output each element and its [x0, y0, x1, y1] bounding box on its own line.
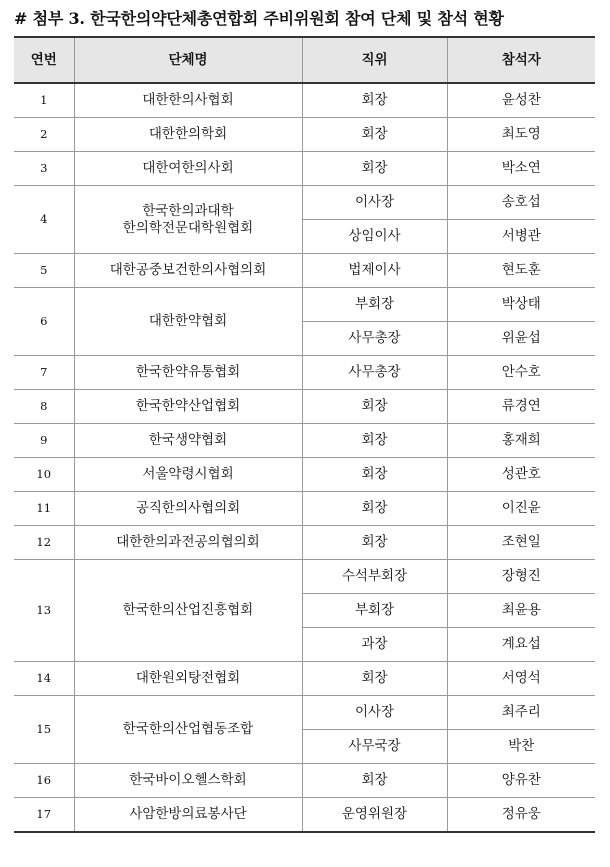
attendee-name: 위윤섭: [447, 322, 595, 356]
attendee-name: 박소연: [447, 152, 595, 186]
attendee-name: 현도훈: [447, 254, 595, 288]
row-number: 12: [14, 526, 74, 560]
row-number: 15: [14, 696, 74, 764]
member-position: 부회장: [302, 594, 447, 628]
member-position: 회장: [302, 764, 447, 798]
row-number: 1: [14, 83, 74, 118]
table-row: [14, 662, 595, 696]
row-number: 9: [14, 424, 74, 458]
member-position: 상임이사: [302, 220, 447, 254]
table-row: [14, 390, 595, 424]
table-row: [14, 356, 595, 390]
attendee-name: 안수호: [447, 356, 595, 390]
organization-name-line: 대한공중보건한의사협의회: [109, 262, 267, 279]
organization-name: [74, 356, 302, 390]
organization-name: [74, 390, 302, 424]
organization-name-line: 한국바이오헬스학회: [129, 772, 247, 789]
member-position: 회장: [302, 492, 447, 526]
row-number: 14: [14, 662, 74, 696]
table-row: [14, 458, 595, 492]
member-position: 이사장: [302, 696, 447, 730]
row-number: 8: [14, 390, 74, 424]
attendee-name: 조현일: [447, 526, 595, 560]
organization-name: [74, 798, 302, 833]
organization-name: [74, 526, 302, 560]
attendee-name: 서병관: [447, 220, 595, 254]
member-position: 사무국장: [302, 730, 447, 764]
row-number: 3: [14, 152, 74, 186]
row-number: 17: [14, 798, 74, 833]
table-row: [14, 696, 595, 730]
row-number: 7: [14, 356, 74, 390]
table-row: [14, 288, 595, 322]
attendee-name: 홍재희: [447, 424, 595, 458]
row-number: 13: [14, 560, 74, 662]
organization-name-line: 대한한약협회: [148, 313, 228, 330]
organization-name: [74, 696, 302, 764]
organization-name: [74, 458, 302, 492]
table-row: [14, 83, 595, 118]
table-row: [14, 152, 595, 186]
organization-name-line: 대한한의과전공의협의회: [116, 534, 260, 551]
organization-name: [74, 424, 302, 458]
table-row: [14, 186, 595, 220]
row-number: 11: [14, 492, 74, 526]
organization-name: [74, 118, 302, 152]
attendee-name: 이진윤: [447, 492, 595, 526]
member-position: 운영위원장: [302, 798, 447, 833]
member-position: 회장: [302, 526, 447, 560]
organization-name: [74, 254, 302, 288]
header-organization: 단체명: [74, 37, 302, 83]
attendee-name: 류경연: [447, 390, 595, 424]
attendee-name: 장형진: [447, 560, 595, 594]
organization-name: [74, 560, 302, 662]
row-number: 16: [14, 764, 74, 798]
member-position: 회장: [302, 458, 447, 492]
participants-table: [14, 36, 595, 833]
row-number: 5: [14, 254, 74, 288]
member-position: 과장: [302, 628, 447, 662]
organization-name: [74, 186, 302, 254]
attendee-name: 송호섭: [447, 186, 595, 220]
attendee-name: 서영석: [447, 662, 595, 696]
row-number: 10: [14, 458, 74, 492]
organization-name: [74, 83, 302, 118]
organization-name: [74, 662, 302, 696]
table-row: [14, 424, 595, 458]
organization-name-line: 한국한의산업진흥협회: [122, 602, 254, 619]
table-body: [14, 83, 595, 832]
attendee-name: 계요섭: [447, 628, 595, 662]
table-header-row: [14, 37, 595, 83]
member-position: 회장: [302, 118, 447, 152]
organization-name-line: 한국한의과대학: [142, 202, 234, 219]
attendee-name: 정유웅: [447, 798, 595, 833]
organization-name-line: 대한한의학회: [148, 126, 228, 143]
member-position: 회장: [302, 424, 447, 458]
row-number: 6: [14, 288, 74, 356]
member-position: 사무총장: [302, 322, 447, 356]
header-attendee: 참석자: [447, 37, 595, 83]
organization-name: [74, 764, 302, 798]
member-position: 회장: [302, 83, 447, 118]
attendee-name: 최윤용: [447, 594, 595, 628]
member-position: 수석부회장: [302, 560, 447, 594]
organization-name: [74, 152, 302, 186]
organization-name-line: 한의학전문대학원협회: [122, 219, 254, 236]
organization-name-line: 대한여한의사회: [142, 160, 234, 177]
table-row: [14, 492, 595, 526]
member-position: 회장: [302, 152, 447, 186]
attendee-name: 최도영: [447, 118, 595, 152]
attendee-name: 최주리: [447, 696, 595, 730]
table-row: [14, 254, 595, 288]
table-row: [14, 798, 595, 833]
organization-name-line: 공직한의사협의회: [135, 500, 241, 517]
organization-name-line: 서울약령시협회: [142, 466, 234, 483]
attendee-name: 박찬: [447, 730, 595, 764]
table-row: [14, 764, 595, 798]
member-position: 부회장: [302, 288, 447, 322]
attendee-name: 양유찬: [447, 764, 595, 798]
member-position: 회장: [302, 390, 447, 424]
attendee-name: 윤성찬: [447, 83, 595, 118]
member-position: 이사장: [302, 186, 447, 220]
header-position: 직위: [302, 37, 447, 83]
member-position: 사무총장: [302, 356, 447, 390]
table-row: [14, 118, 595, 152]
organization-name: [74, 288, 302, 356]
organization-name: [74, 492, 302, 526]
organization-name-line: 사암한방의료봉사단: [129, 806, 247, 823]
document-title: # 첨부 3. 한국한의약단체총연합회 주비위원회 참여 단체 및 참석 현황: [14, 9, 504, 28]
attendee-name: 성관호: [447, 458, 595, 492]
organization-name-line: 한국생약협회: [148, 432, 228, 449]
organization-name-line: 대한한의사협회: [142, 92, 234, 109]
attendee-name: 박상태: [447, 288, 595, 322]
organization-name-line: 대한원외탕전협회: [135, 670, 241, 687]
header-number: 연번: [14, 37, 74, 83]
organization-name-line: 한국한약유통협회: [135, 364, 241, 381]
table-row: [14, 560, 595, 594]
table-row: [14, 526, 595, 560]
member-position: 법제이사: [302, 254, 447, 288]
row-number: 2: [14, 118, 74, 152]
row-number: 4: [14, 186, 74, 254]
organization-name-line: 한국한약산업협회: [135, 398, 241, 415]
member-position: 회장: [302, 662, 447, 696]
organization-name-line: 한국한의산업협동조합: [122, 721, 254, 738]
